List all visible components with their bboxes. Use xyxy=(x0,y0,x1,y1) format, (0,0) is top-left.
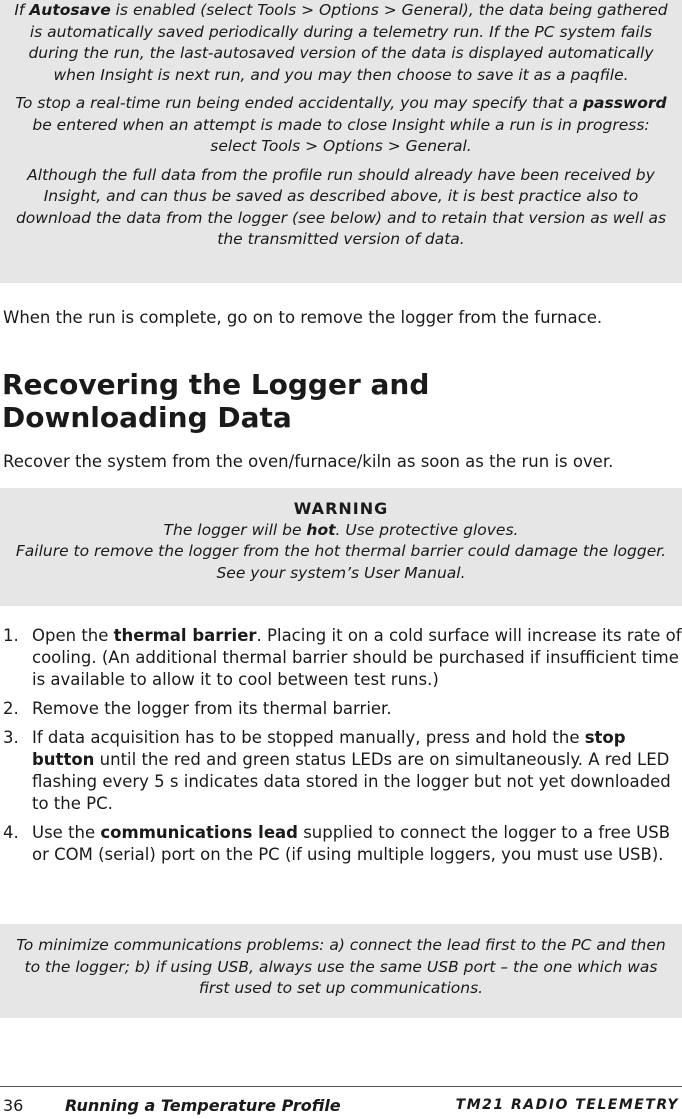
warning-line-1: The logger will be hot. Use protective gloves. xyxy=(163,520,519,539)
best-practice-paragraph: Although the full data from the profile run should already have been received by Insight, and can thus be saved as described above, it is best practice also to download the data from the logger (see below) and to retain that version as well as the transmitted version of data. xyxy=(15,165,667,248)
page-number: 36 xyxy=(3,1096,24,1115)
warning-title: WARNING xyxy=(293,499,389,518)
autosave-term: Autosave xyxy=(29,1,111,19)
list-item: 1. Open the thermal barrier. Placing it on a cold surface will increase its rate of cooling. (An additional thermal barrier should be purchased if insufficient time is available to allow it to cool between test runs.) xyxy=(3,626,682,689)
hot-term: hot xyxy=(306,520,336,539)
warning-box xyxy=(0,488,682,606)
list-item: 4. Use the communications lead supplied to connect the logger to a free USB or COM (serial) port on the PC (if using multiple loggers, you must use USB). xyxy=(3,823,671,864)
autosave-note xyxy=(0,0,682,283)
list-item: 2. Remove the logger from its thermal barrier. xyxy=(3,699,392,718)
password-paragraph: To stop a real-time run being ended accidentally, you may specify that a password be entered when an attempt is made to close Insight while a run is in progress: select Tools > Options > General. xyxy=(15,94,667,155)
product-name: TM21 RADIO TELEMETRY xyxy=(455,1097,679,1113)
list-item: 3. If data acquisition has to be stopped manually, press and hold the stop button until the red and green status LEDs are on simultaneously. A red LED flashing every 5 s indicates data stored in the logger but not yet downloaded to the PC. xyxy=(3,728,671,813)
warning-line-3: See your system’s User Manual. xyxy=(216,563,466,582)
warning-line-2: Failure to remove the logger from the hot thermal barrier could damage the logger. xyxy=(15,542,667,560)
section-title: Running a Temperature Profile xyxy=(65,1096,341,1115)
communications-note: To minimize communications problems: a) connect the lead first to the PC and then to the logger; b) if using USB, always use the same USB port – the one which was first used to set up communications. xyxy=(0,924,682,1018)
intro-text: When the run is complete, go on to remove the logger from the furnace. xyxy=(3,308,603,327)
password-term: password xyxy=(582,94,667,112)
autosave-paragraph: If Autosave is enabled (select Tools > Options > General), the data being gathered is automatically saved periodically during a telemetry run. If the PC system fails during the run, the last-autosaved version of the data is displayed automatically when Insight is next run, and you may then choose to save it as a paqfile. xyxy=(14,1,668,84)
recover-text: Recover the system from the oven/furnace/kiln as soon as the run is over. xyxy=(3,452,614,471)
page-title: Recovering the Logger and Downloading Data xyxy=(2,368,430,434)
steps-list xyxy=(0,625,682,873)
footer-divider xyxy=(0,1086,682,1087)
